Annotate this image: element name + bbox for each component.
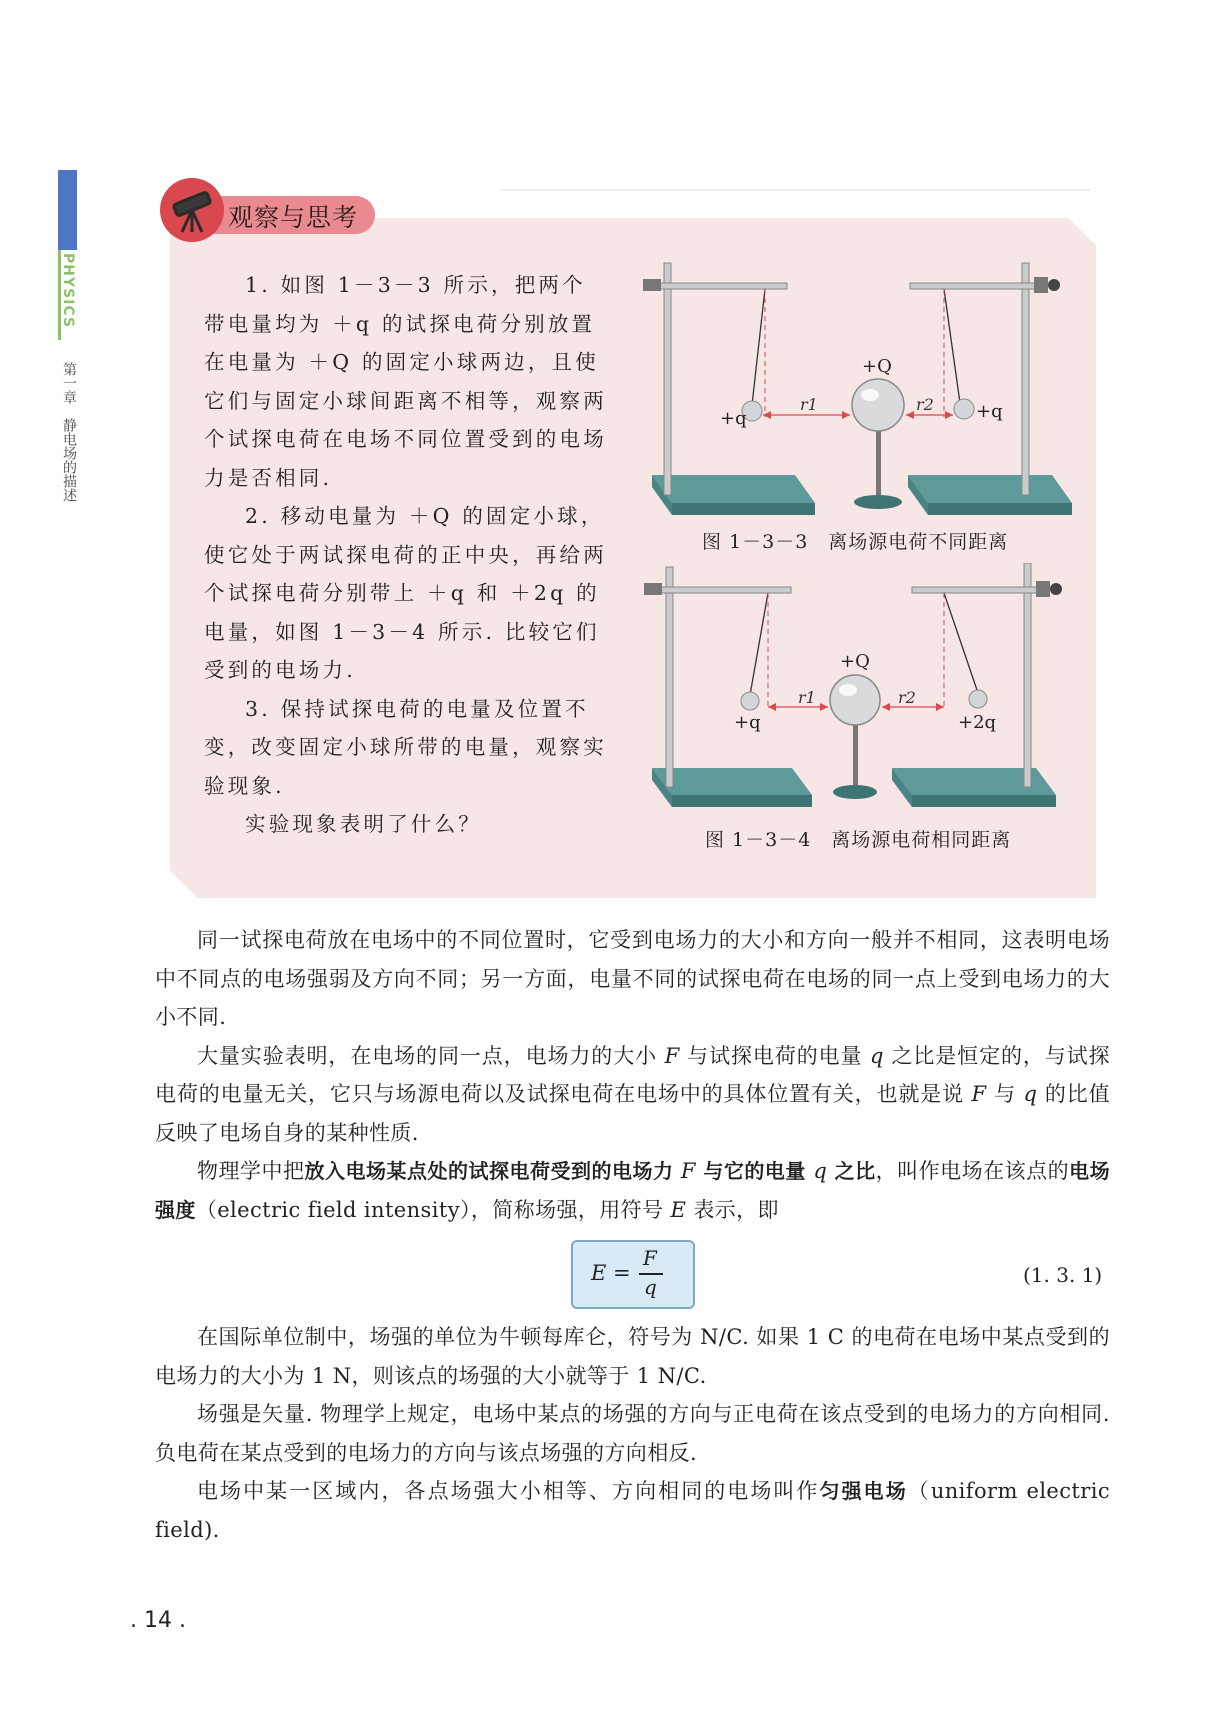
left-charge-label: +q [734,712,761,733]
box-title: 观察与思考 [228,203,359,232]
figure-1-3-3 [640,255,1080,525]
p2-text: 之比是恒定的，与试探电荷的电量无关，它只与场源电荷以及试探电荷在电场中的具体位置有关，也就是说 [155,1043,1110,1106]
r2-label: r2 [916,395,934,414]
p3-text: 物理学中把 [197,1159,305,1183]
chapter-title: 静电场的描述 [61,418,77,502]
p2-text: 与试探电荷的电量 [679,1043,871,1068]
telescope-icon [160,178,224,242]
equation-number: (1. 3. 1) [1023,1263,1103,1287]
paragraph-2 [155,1037,1110,1153]
question: 实验现象表明了什么？ [245,812,482,836]
var-q: q [870,1043,884,1068]
chapter-number: 第一章 [61,362,77,404]
formula-denominator: q [644,1275,657,1299]
main-text-continued [155,1318,1110,1549]
var-F: F [664,1043,680,1068]
instruction-2: 2. 移动电量为 ＋Q 的固定小球，使它处于两试探电荷的正中央，再给两个试探电荷分别带上 ＋q 和 ＋2q 的电量，如图 1－3－4 所示. 比较它们受到的电场力. [204,504,607,682]
right-charge-label: +2q [958,712,997,733]
subject-label: PHYSICS [60,253,76,329]
instruction-1: 1. 如图 1－3－3 所示，把两个带电量均为 ＋q 的试探电荷分别放置在电量为 ＋Q 的固定小球两边，且使它们与固定小球间距离不相等，观察两个试探电荷在电场不同位置受到的电场力是否相同. [204,273,607,490]
header-decoration [500,170,1090,200]
source-charge-label: +Q [862,356,892,377]
right-charge-label: +q [976,401,1003,422]
definition-bold: 与它的电量 [695,1159,814,1183]
paragraph-4: 在国际单位制中，场强的单位为牛顿每库仑，符号为 N/C. 如果 1 C 的电荷在电场中某点受到的电场力的大小为 1 N，则该点的场强的大小就等于 1 N/C. [155,1325,1110,1388]
right-stand-base [908,475,1072,503]
paragraph-3 [155,1152,1110,1229]
definition-bold: 之比 [827,1159,876,1183]
figure-1-3-3-caption: 图 1－3－3 离场源电荷不同距离 [702,531,1009,553]
telescope-badge [160,178,224,242]
paragraph-1: 同一试探电荷放在电场中的不同位置时，它受到电场力的大小和方向一般并不相同，这表明电场中不同点的电场强弱及方向不同；另一方面，电量不同的试探电荷在电场的同一点上受到电场力的大小不同. [155,928,1110,1029]
definition-bold: 放入电场某点处的试探电荷受到的电场力 [304,1159,681,1183]
var-q: q [1023,1082,1038,1106]
left-stand-base [652,475,815,503]
r1-label: r1 [798,688,816,707]
figure-1-3-4 [640,563,1080,813]
formula-numerator: F [643,1246,657,1270]
p2-text: 与 [986,1082,1024,1106]
term-field-intensity: 电场强度 [155,1159,1111,1222]
paragraph-6 [155,1472,1110,1549]
page-number: . 14 . [130,1608,186,1633]
sidebar-blue-bar [58,170,77,250]
p3-text: ，叫作电场在该点的 [875,1159,1070,1183]
formula-box [571,1240,695,1309]
left-stand-base [652,768,812,795]
p3-text: （electric field intensity），简称场强，用符号 [195,1197,671,1222]
paragraph-5: 场强是矢量. 物理学上规定，电场中某点的场强的方向与正电荷在该点受到的电场力的方向相同. 负电荷在某点受到的电场力的方向与该点场强的方向相反. [155,1402,1110,1465]
box-header [160,178,380,236]
chapter-label [60,362,78,502]
var-F: F [680,1159,696,1183]
formula-lhs: E = [591,1261,631,1285]
instruction-3: 3. 保持试探电荷的电量及位置不变，改变固定小球所带的电量，观察实验现象. [204,696,607,798]
term-uniform-field: 匀强电场 [819,1479,908,1503]
p6-text: 电场中某一区域内，各点场强大小相等、方向相同的电场叫作 [197,1479,820,1503]
var-q: q [813,1159,828,1183]
p2-text: 大量实验表明，在电场的同一点，电场力的大小 [197,1043,665,1068]
left-charge-label: +q [720,408,747,429]
var-E: E [670,1197,687,1222]
r2-label: r2 [898,688,916,707]
r1-label: r1 [800,395,818,414]
p6-text: （uniform electric field). [155,1479,1110,1542]
var-F: F [971,1082,987,1106]
figure-1-3-4-caption: 图 1－3－4 离场源电荷相同距离 [705,829,1012,851]
p2-text: 的比值反映了电场自身的某种性质. [155,1082,1110,1145]
main-text [155,921,1110,1229]
source-charge-label: +Q [840,651,870,672]
box-instructions [204,266,609,844]
p3-text: 表示，即 [686,1197,779,1222]
